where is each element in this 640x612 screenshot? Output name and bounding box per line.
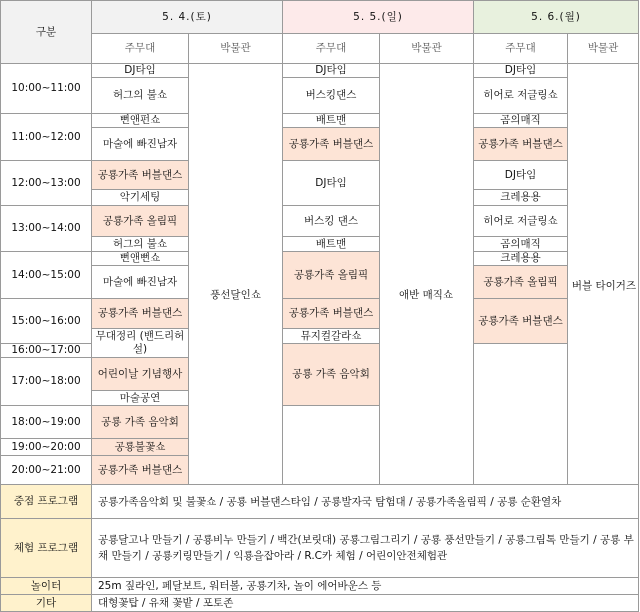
sat-stage-cell: DJ타임 — [92, 64, 189, 78]
etc-label: 기타 — [1, 595, 92, 612]
time-slot: 16:00~17:00 — [1, 344, 92, 358]
sun-stage-cell: 공룡가족 올림픽 — [283, 252, 380, 299]
mon-stage-cell: 크레용용 — [474, 252, 568, 266]
day-header-sun: 5. 5.(일) — [283, 1, 474, 34]
sat-stage-cell: 허그의 불쇼 — [92, 78, 189, 114]
experience-program-text: 공룡달고나 만들기 / 공룡비누 만들기 / 백간(보릿대) 공룡그림그리기 / 공룡 풍선만들기 / 공룡그림톡 만들기 / 공룡 부채 만들기 / 공룡키링만들기 / 익룡을잡아라 / R.C카 체험 / 어린이안전체험관 — [92, 519, 639, 578]
stage-header: 주무대 — [92, 34, 189, 64]
time-slot: 15:00~16:00 — [1, 299, 92, 344]
museum-header: 박물관 — [380, 34, 474, 64]
sun-stage-cell: 배트맨 — [283, 237, 380, 252]
stage-header: 주무대 — [474, 34, 568, 64]
sat-stage-cell: 허그의 불쇼 — [92, 237, 189, 252]
day-header-sat: 5. 4.(토) — [92, 1, 283, 34]
time-slot: 11:00~12:00 — [1, 114, 92, 161]
sun-stage-cell: DJ타임 — [283, 64, 380, 78]
mon-stage-cell: 곰의매직 — [474, 237, 568, 252]
time-slot: 20:00~21:00 — [1, 456, 92, 485]
sat-stage-cell: 공룡가족 버블댄스 — [92, 456, 189, 485]
sun-stage-cell: 버스킹댄스 — [283, 78, 380, 114]
time-slot: 12:00~13:00 — [1, 161, 92, 206]
sat-stage-cell: 공룡가족 올림픽 — [92, 206, 189, 237]
sun-stage-cell: 버스킹 댄스 — [283, 206, 380, 237]
sun-stage-cell: DJ타임 — [283, 161, 380, 206]
time-slot: 10:00~11:00 — [1, 64, 92, 114]
mon-stage-cell: 공룡가족 올림픽 — [474, 266, 568, 299]
sun-stage-empty — [283, 406, 380, 485]
sat-stage-cell: 마술공연 — [92, 391, 189, 406]
mon-stage-cell: 공룡가족 버블댄스 — [474, 299, 568, 344]
sun-stage-cell: 배트맨 — [283, 114, 380, 128]
sat-stage-cell: 악기세팅 — [92, 190, 189, 206]
sat-stage-cell: 마술에 빠진남자 — [92, 266, 189, 299]
sat-stage-cell: 공룡가족 버블댄스 — [92, 161, 189, 190]
experience-program-label: 체험 프로그램 — [1, 519, 92, 578]
etc-text: 대형꽃탑 / 유채 꽃밭 / 포토존 — [92, 595, 639, 612]
sat-stage-cell: 뻔앤뻔쇼 — [92, 252, 189, 266]
mon-stage-cell: 히어로 저글링쇼 — [474, 206, 568, 237]
time-slot: 13:00~14:00 — [1, 206, 92, 252]
mon-stage-cell: 크레용용 — [474, 190, 568, 206]
sat-stage-cell: 뻔앤펀쇼 — [92, 114, 189, 128]
time-slot: 17:00~18:00 — [1, 358, 92, 406]
feature-program-text: 공룡가족음악회 및 불꽃쇼 / 공룡 버블댄스타임 / 공룡발자국 탐험대 / 공룡가족올림픽 / 공룡 순환열차 — [92, 485, 639, 519]
mon-stage-cell: DJ타임 — [474, 161, 568, 190]
feature-program-label: 중점 프로그램 — [1, 485, 92, 519]
mon-stage-empty — [474, 344, 568, 485]
sat-stage-cell: 공룡불꽃쇼 — [92, 439, 189, 456]
day-header-mon: 5. 6.(월) — [474, 1, 639, 34]
sat-museum-cell — [189, 64, 283, 485]
sat-museum-show: 풍선달인쇼 — [210, 289, 261, 301]
mon-stage-cell: 공룡가족 버블댄스 — [474, 128, 568, 161]
sun-stage-cell: 공룡 가족 음악회 — [283, 344, 380, 406]
mon-museum-show: 버블 타이거즈 — [571, 280, 637, 292]
rides-label: 놀이터 — [1, 578, 92, 595]
sun-stage-cell: 공룡가족 버블댄스 — [283, 128, 380, 161]
rides-text: 25m 짚라인, 페달보트, 워터볼, 공룡기차, 놀이 에어바운스 등 — [92, 578, 639, 595]
time-slot: 14:00~15:00 — [1, 252, 92, 299]
time-slot: 18:00~19:00 — [1, 406, 92, 439]
sun-museum-show: 애반 매직쇼 — [398, 289, 454, 301]
museum-header: 박물관 — [189, 34, 283, 64]
sat-stage-cell: 마술에 빠진남자 — [92, 128, 189, 161]
mon-stage-cell: 히어로 저글링쇼 — [474, 78, 568, 114]
museum-header: 박물관 — [568, 34, 639, 64]
sat-stage-cell: 공룡 가족 음악회 — [92, 406, 189, 439]
sat-stage-cell: 공룡가족 버블댄스 — [92, 299, 189, 329]
sun-stage-cell: 공룡가족 버블댄스 — [283, 299, 380, 329]
sun-stage-cell: 뮤지컬갈라쇼 — [283, 329, 380, 344]
sun-museum-cell — [380, 64, 474, 485]
time-slot: 19:00~20:00 — [1, 439, 92, 456]
sat-stage-cell: 어린이날 기념행사 — [92, 358, 189, 391]
division-header: 구분 — [1, 1, 92, 64]
sat-stage-cell: 무대정리 (밴드리허설) — [92, 329, 189, 358]
stage-header: 주무대 — [283, 34, 380, 64]
mon-stage-cell: 곰의매직 — [474, 114, 568, 128]
mon-stage-cell: DJ타임 — [474, 64, 568, 78]
mon-museum-cell — [568, 64, 639, 485]
